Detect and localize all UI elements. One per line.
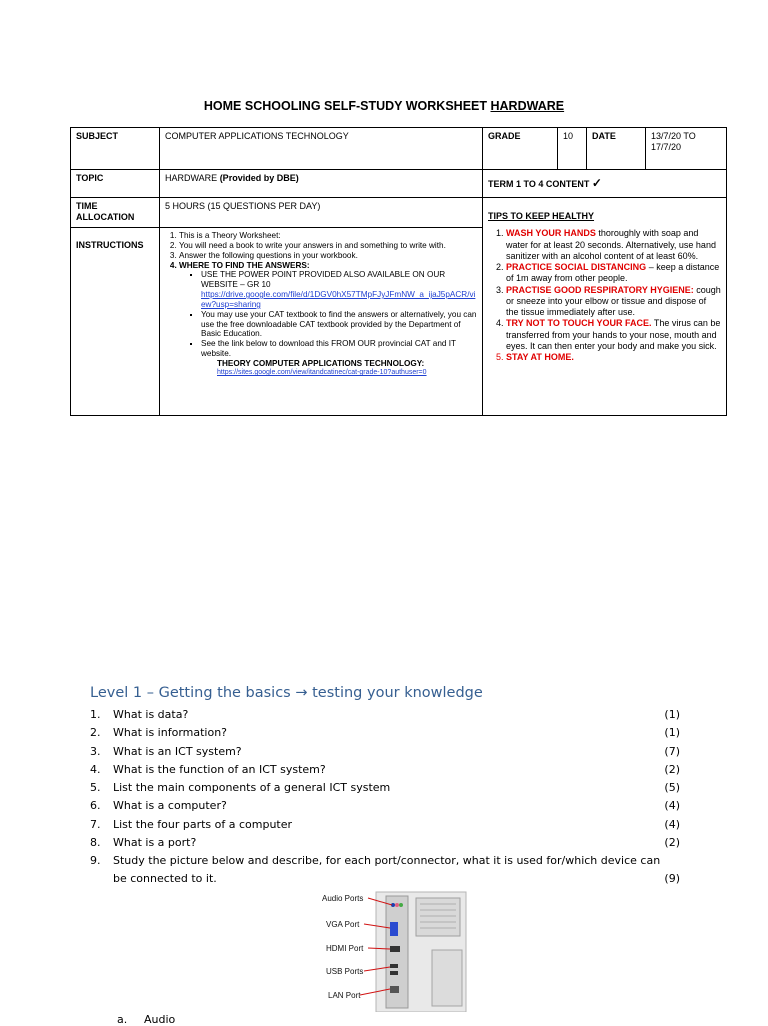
question-item: 4. What is the function of an ICT system? (2) xyxy=(90,762,680,776)
figure-label: HDMI Port xyxy=(326,944,364,953)
instructions-label: INSTRUCTIONS xyxy=(71,228,160,416)
worksheet-title xyxy=(0,99,768,113)
figure-label: LAN Port xyxy=(328,991,361,1000)
figure-label: VGA Port xyxy=(326,920,360,929)
time-label: TIME ALLOCATION xyxy=(71,198,160,228)
instructions-cell xyxy=(160,228,483,416)
source-item: ▪ USE THE POWER POINT PROVIDED ALSO AVAILABLE ON OUR WEBSITE – GR 10 https://drive.google.com/file/d/1DGV0hX57TMpFJyJFmNW_a_ijaJ5pACR/view?usp=sharing xyxy=(201,270,477,309)
tip-item: 1. WASH YOUR HANDS thoroughly with soap and water for at least 20 seconds. Alternatively, use hand sanitizer with an alcohol content of at least 60%. xyxy=(506,228,721,262)
topic-text: HARDWARE xyxy=(165,173,218,183)
instruction-item: 4. WHERE TO FIND THE ANSWERS: ▪ USE THE POWER POINT PROVIDED ALSO AVAILABLE ON OUR WEBSITE – GR 10 https://drive.google.com/file/d/1DGV0hX57TMpFJyJFmNW_a_ijaJ5pACR/view?usp=sharing ▪ You may use your CAT textbook to find the answers or alternatively, you can use the free downloadable CAT textbook provided by the Department of Basic Education. ▪ See the link below to download this FROM OUR provincial CAT and IT website. xyxy=(179,261,477,359)
subject-label: SUBJECT xyxy=(71,128,160,170)
date-value: 13/7/20 TO 17/7/20 xyxy=(646,128,727,170)
topic-provided: (Provided by DBE) xyxy=(219,173,299,183)
source-item: ▪ See the link below to download this FROM OUR provincial CAT and IT website. xyxy=(201,339,477,359)
header-table xyxy=(70,127,727,416)
question-item: 3. What is an ICT system? (7) xyxy=(90,744,680,758)
computer-ports-image xyxy=(320,888,470,1012)
question-list xyxy=(90,706,680,888)
tips-list xyxy=(488,228,721,363)
title-main: HOME SCHOOLING SELF-STUDY WORKSHEET xyxy=(203,99,488,113)
question-item-9: 9. Study the picture below and describe, for each port/connector, what it is used for/which device can be connected to it. (9) xyxy=(90,854,680,886)
question-item: 6. What is a computer? (4) xyxy=(90,799,680,813)
grade-value: 10 xyxy=(558,128,587,170)
tips-heading: TIPS TO KEEP HEALTHY xyxy=(488,211,595,221)
figure-label: Audio Ports xyxy=(322,894,364,903)
sites-link[interactable]: https://sites.google.com/view/itandcatinec/cat-grade-10?authuser=0 xyxy=(217,369,427,377)
check-icon: ✓ xyxy=(591,176,602,190)
question-item: 1. What is data? (1) xyxy=(90,708,680,721)
source-item: ▪ You may use your CAT textbook to find the answers or alternatively, you can use the free downloadable CAT textbook provided by the Department of Basic Education. xyxy=(201,310,477,340)
level-heading: Level 1 – Getting the basics → testing your knowledge xyxy=(90,685,483,701)
theory-label: THEORY COMPUTER APPLICATIONS TECHNOLOGY: xyxy=(217,358,425,368)
tip-item: 5. STAY AT HOME. xyxy=(506,352,721,363)
instruction-item: 1. This is a Theory Worksheet: xyxy=(179,231,477,241)
sub-text: Audio xyxy=(144,1013,176,1026)
subject-value: COMPUTER APPLICATIONS TECHNOLOGY xyxy=(160,128,483,170)
tip-item: 3. PRACTISE GOOD RESPIRATORY HYGIENE: cough or sneeze into your elbow or tissue and dispose of the tissue immediately after use. xyxy=(506,285,721,319)
term-label: TERM 1 TO 4 CONTENT xyxy=(488,179,590,189)
question-item: 5. List the main components of a general ICT system (5) xyxy=(90,781,680,795)
instruction-item: 3. Answer the following questions in your workbook. xyxy=(179,251,477,261)
sub-letter: a. xyxy=(117,1013,128,1026)
date-label: DATE xyxy=(587,128,646,170)
drive-link[interactable]: https://drive.google.com/file/d/1DGV0hX57TMpFJyJFmNW_a_ijaJ5pACR/view?usp=sharing xyxy=(201,290,476,309)
tip-item: 4. TRY NOT TO TOUCH YOUR FACE. The virus can be transferred from your hands to your nose, mouth and eyes. It can then enter your body and make you sick. xyxy=(506,318,721,352)
tips-cell xyxy=(483,198,727,416)
question-item: 7. List the four parts of a computer (4) xyxy=(90,817,680,831)
topic-value xyxy=(160,170,483,198)
term-content xyxy=(483,170,727,198)
sub-question-a xyxy=(117,1013,175,1026)
instruction-item: 2. You will need a book to write your answers in and something to write with. xyxy=(179,241,477,251)
question-item: 2. What is information? (1) xyxy=(90,726,680,740)
title-hardware: HARDWARE xyxy=(490,99,565,113)
grade-label: GRADE xyxy=(483,128,558,170)
instructions-list xyxy=(165,231,477,359)
question-item: 8. What is a port? (2) xyxy=(90,836,680,850)
figure-label: USB Ports xyxy=(326,967,364,976)
topic-label: TOPIC xyxy=(71,170,160,198)
answer-sources xyxy=(179,270,477,359)
tip-item: 2. PRACTICE SOCIAL DISTANCING – keep a distance of 1m away from other people. xyxy=(506,262,721,285)
time-value: 5 HOURS (15 QUESTIONS PER DAY) xyxy=(160,198,483,228)
